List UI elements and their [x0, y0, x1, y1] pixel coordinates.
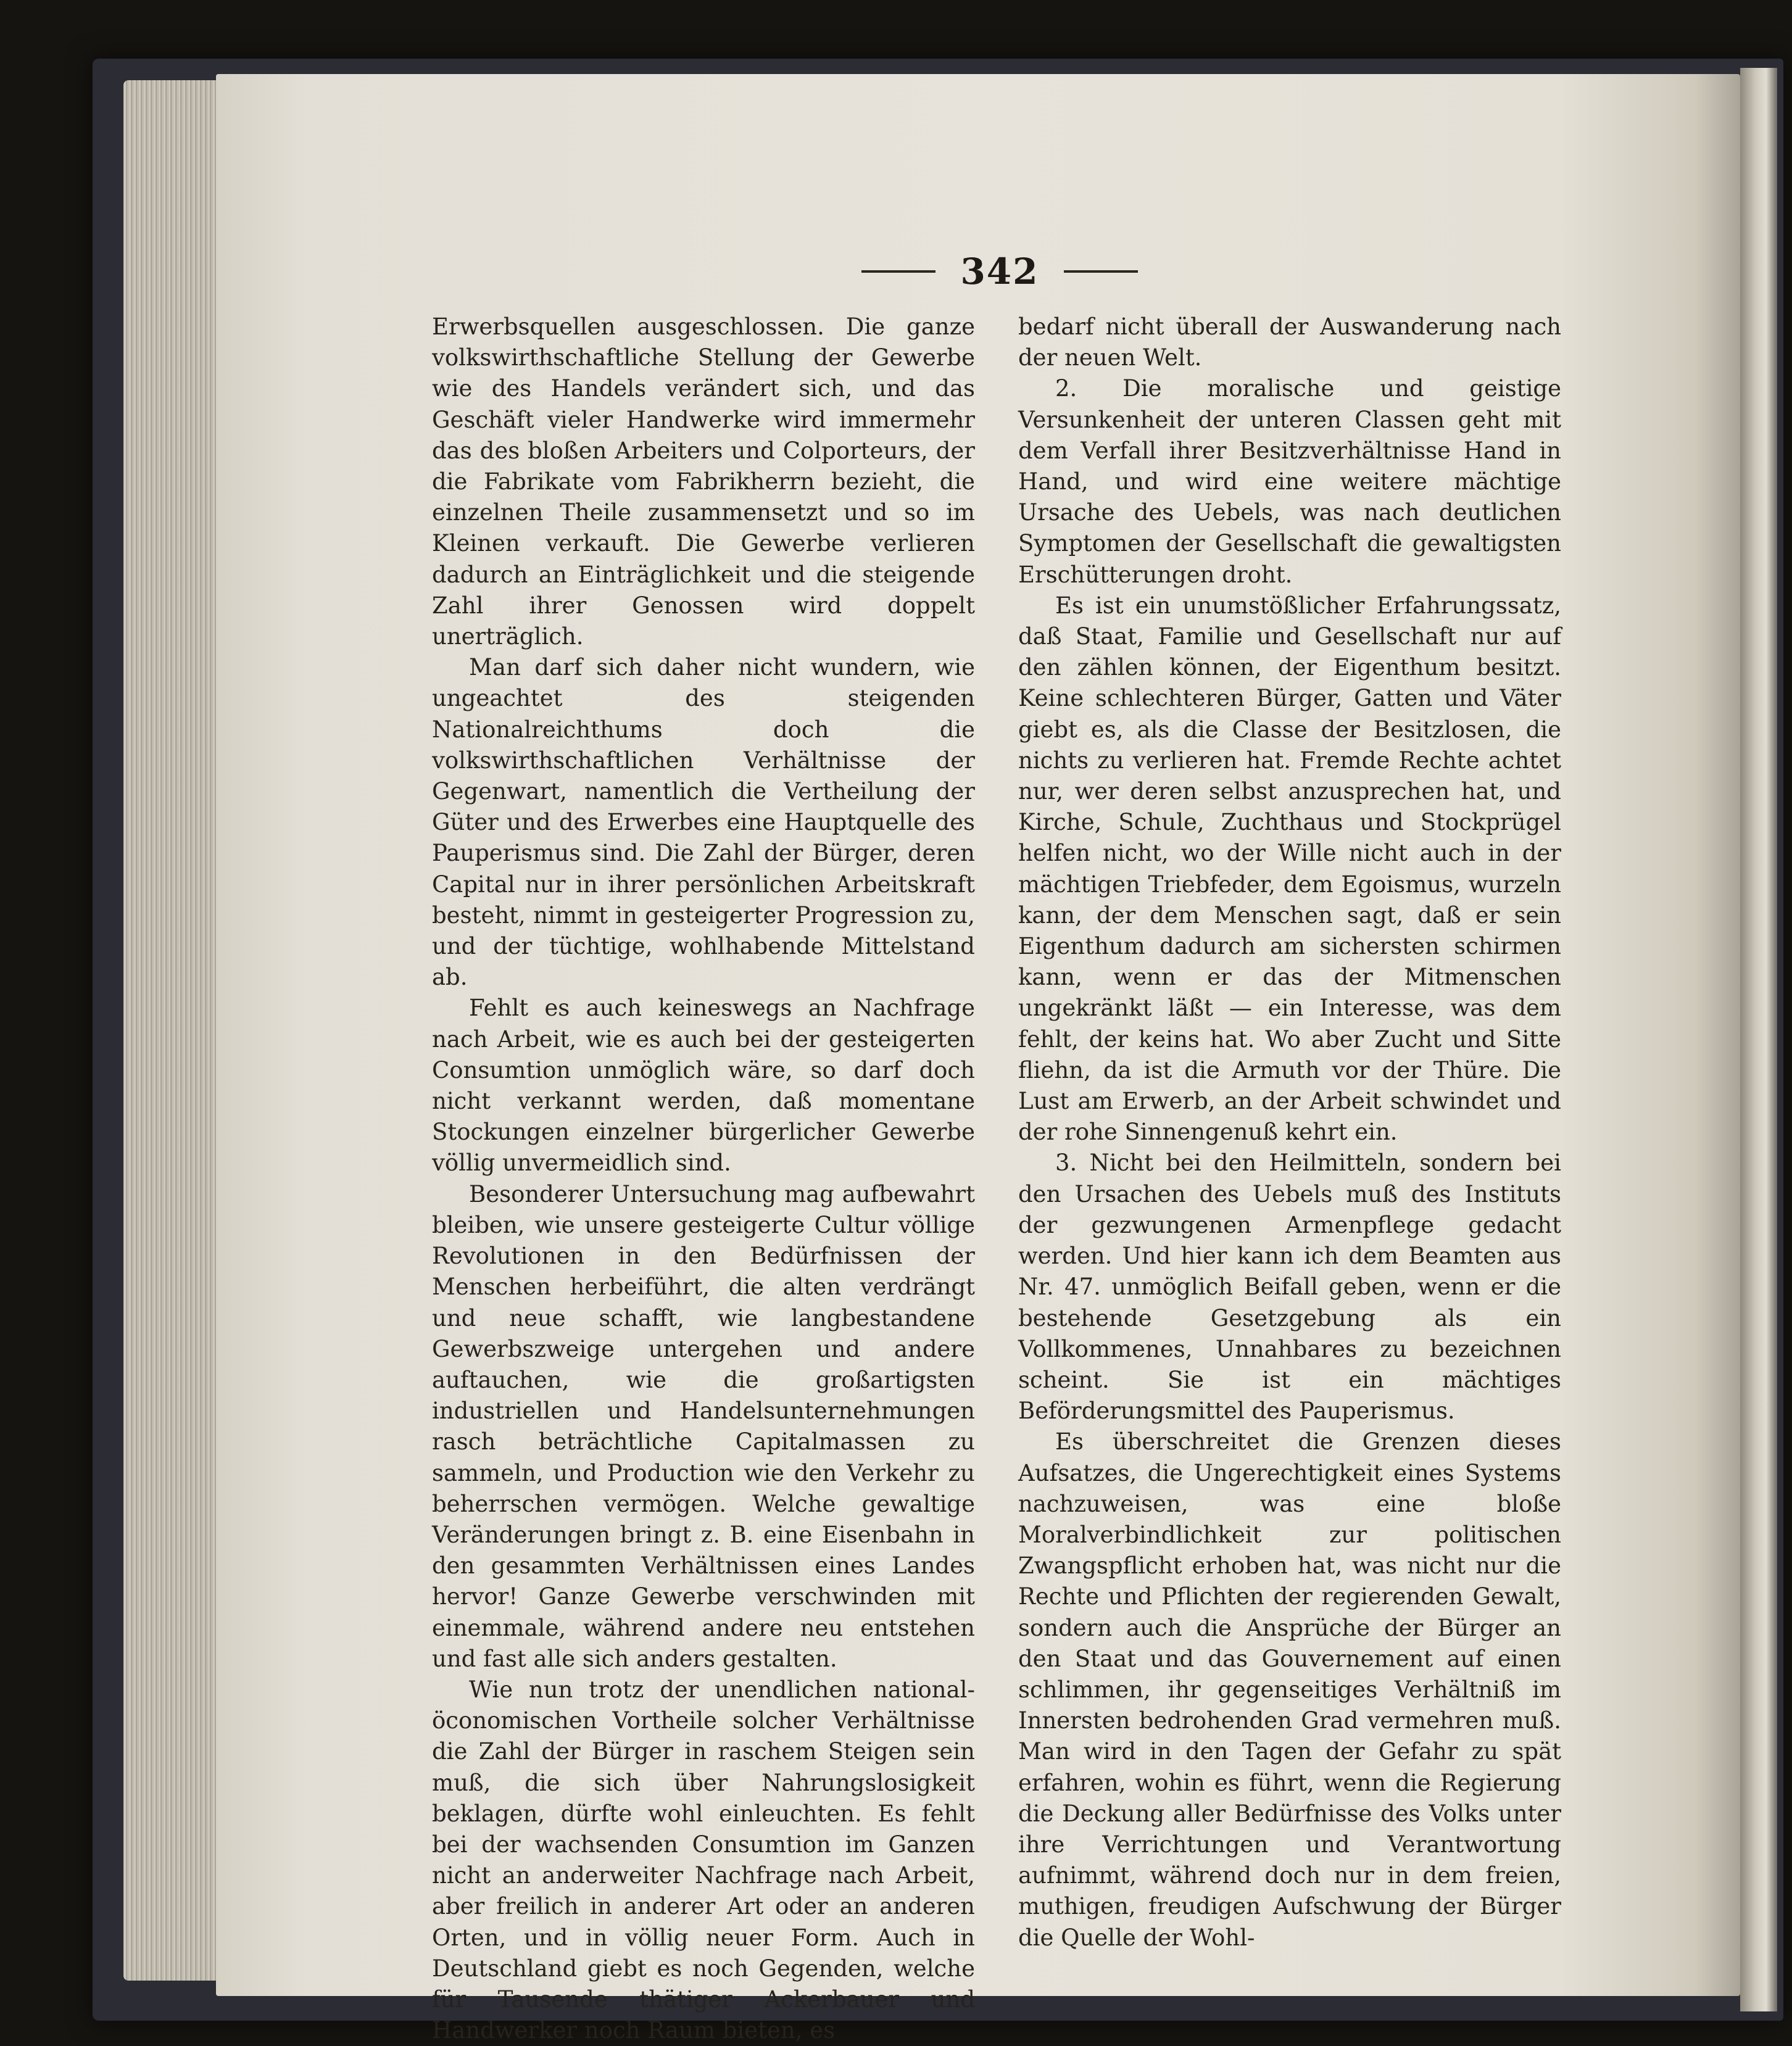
header-rule-right — [1064, 270, 1138, 273]
paragraph: Wie nun trotz der unendlichen national-öconomischen Vortheile solcher Verhältnisse die Zahl der Bürger in raschem Steigen sein muß, die sich über Nahrungslosigkeit beklagen, dürfte wohl einleuchten. Es fehlt bei der wachsenden Consumtion im Ganzen nicht an anderweiter Nachfrage nach Arbeit, aber freilich in anderer Art oder an anderen Orten, und in völlig neuer Form. Auch in Deutschland giebt es noch Gegenden, welche für Tausende thätiger Ackerbauer und Handwerker noch Raum bieten, es — [432, 1676, 975, 2044]
paragraph: Man darf sich daher nicht wundern, wie ungeachtet des steigenden Nationalreichthums doch die volkswirthschaftlichen Verhältnisse der Gegenwart, namentlich die Vertheilung der Güter und des Erwerbes eine Hauptquelle des Pauperismus sind. Die Zahl der Bürger, deren Capital nur in ihrer persönlichen Arbeitskraft besteht, nimmt in gesteigerter Progression zu, und der tüchtige, wohlhabende Mittelstand ab. — [432, 654, 975, 991]
page-number: 342 — [960, 251, 1039, 292]
header-rule-left — [861, 270, 935, 273]
paragraph: Es überschreitet die Grenzen dieses Aufsatzes, die Ungerechtigkeit eines Systems nachzuweisen, was eine bloße Moralverbindlichkeit zur politischen Zwangspflicht erhoben hat, was nicht nur die Rechte und Pflichten der regierenden Gewalt, sondern auch die Ansprüche der Bürger an den Staat und das Gouvernement auf einen schlimmen, ihr gegenseitiges Verhältniß im Innersten bedrohenden Grad vermehren muß. Man wird in den Tagen der Gefahr zu spät erfahren, wohin es führt, wenn die Regierung die Deckung aller Bedürfnisse des Volks unter ihre Verrichtungen und Verantwortung aufnimmt, während doch nur in dem freien, muthigen, freudigen Aufschwung der Bürger die Quelle der Wohl- — [1018, 1428, 1561, 1951]
paragraph: bedarf nicht überall der Auswanderung nach der neuen Welt. — [1018, 313, 1561, 371]
page-header — [839, 247, 1160, 296]
page-edges — [123, 80, 228, 1981]
paragraph: Besonderer Untersuchung mag aufbewahrt bleiben, wie unsere gesteigerte Cultur völlige Revolutionen in den Bedürfnissen der Menschen herbeiführt, die alten verdrängt und neue schafft, wie langbestandene Gewerbszweige untergehen und andere auftauchen, wie die großartigsten industriellen und Handelsunternehmungen rasch beträchtliche Capitalmassen zu sammeln, und Production wie den Verkehr zu beherrschen vermögen. Welche gewaltige Veränderungen bringt z. B. eine Eisenbahn in den gesammten Verhältnissen eines Landes hervor! Ganze Gewerbe verschwinden mit einemmale, während andere neu entstehen und fast alle sich anders gestalten. — [432, 1180, 975, 1672]
facing-page-edge — [1740, 68, 1777, 2011]
paragraph: Fehlt es auch keineswegs an Nachfrage nach Arbeit, wie es auch bei der gesteigerten Consumtion unmöglich wäre, so darf doch nicht verkannt werden, daß momentane Stockungen einzelner bürgerlicher Gewerbe völlig unvermeidlich sind. — [432, 995, 975, 1177]
paragraph: 3. Nicht bei den Heilmitteln, sondern bei den Ursachen des Uebels muß des Instituts der gezwungenen Armenpflege gedacht werden. Und hier kann ich dem Beamten aus Nr. 47. unmöglich Beifall geben, wenn er die bestehende Gesetzgebung als ein Vollkommenes, Unnahbares zu bezeichnen scheint. Sie ist ein mächtiges Beförderungsmittel des Pauperismus. — [1018, 1149, 1561, 1425]
text-column-right — [1018, 312, 1561, 1953]
paragraph: Erwerbsquellen ausgeschlossen. Die ganze volkswirthschaftliche Stellung der Gewerbe wie des Handels verändert sich, und das Geschäft vieler Handwerke wird immermehr das des bloßen Arbeiters und Colporteurs, der die Fabrikate vom Fabrikherrn bezieht, die einzelnen Theile zusammensetzt und so im Kleinen verkauft. Die Gewerbe verlieren dadurch an Einträglichkeit und die steigende Zahl ihrer Genossen wird doppelt unerträglich. — [432, 313, 975, 650]
paragraph: Es ist ein unumstößlicher Erfahrungssatz, daß Staat, Familie und Gesellschaft nur auf den zählen können, der Eigenthum besitzt. Keine schlechteren Bürger, Gatten und Väter giebt es, als die Classe der Besitzlosen, die nichts zu verlieren hat. Fremde Rechte achtet nur, wer deren selbst anzusprechen hat, und Kirche, Schule, Zuchthaus und Stockprügel helfen nicht, wo der Wille nicht auch in der mächtigen Triebfeder, dem Egoismus, wurzeln kann, der dem Menschen sagt, daß er sein Eigenthum dadurch am sichersten schirmen kann, wenn er das der Mitmenschen ungekränkt läßt — ein Interesse, was dem fehlt, der keins hat. Wo aber Zucht und Sitte fliehn, da ist die Armuth vor der Thüre. Die Lust am Erwerb, an der Arbeit schwindet und der rohe Sinnengenuß kehrt ein. — [1018, 592, 1561, 1146]
paragraph: 2. Die moralische und geistige Versunkenheit der unteren Classen geht mit dem Verfall ihrer Besitzverhältnisse Hand in Hand, und wird eine weitere mächtige Ursache des Uebels, was nach deutlichen Symptomen der Gesellschaft die gewaltigsten Erschütterungen droht. — [1018, 375, 1561, 588]
text-column-left — [432, 312, 975, 2046]
